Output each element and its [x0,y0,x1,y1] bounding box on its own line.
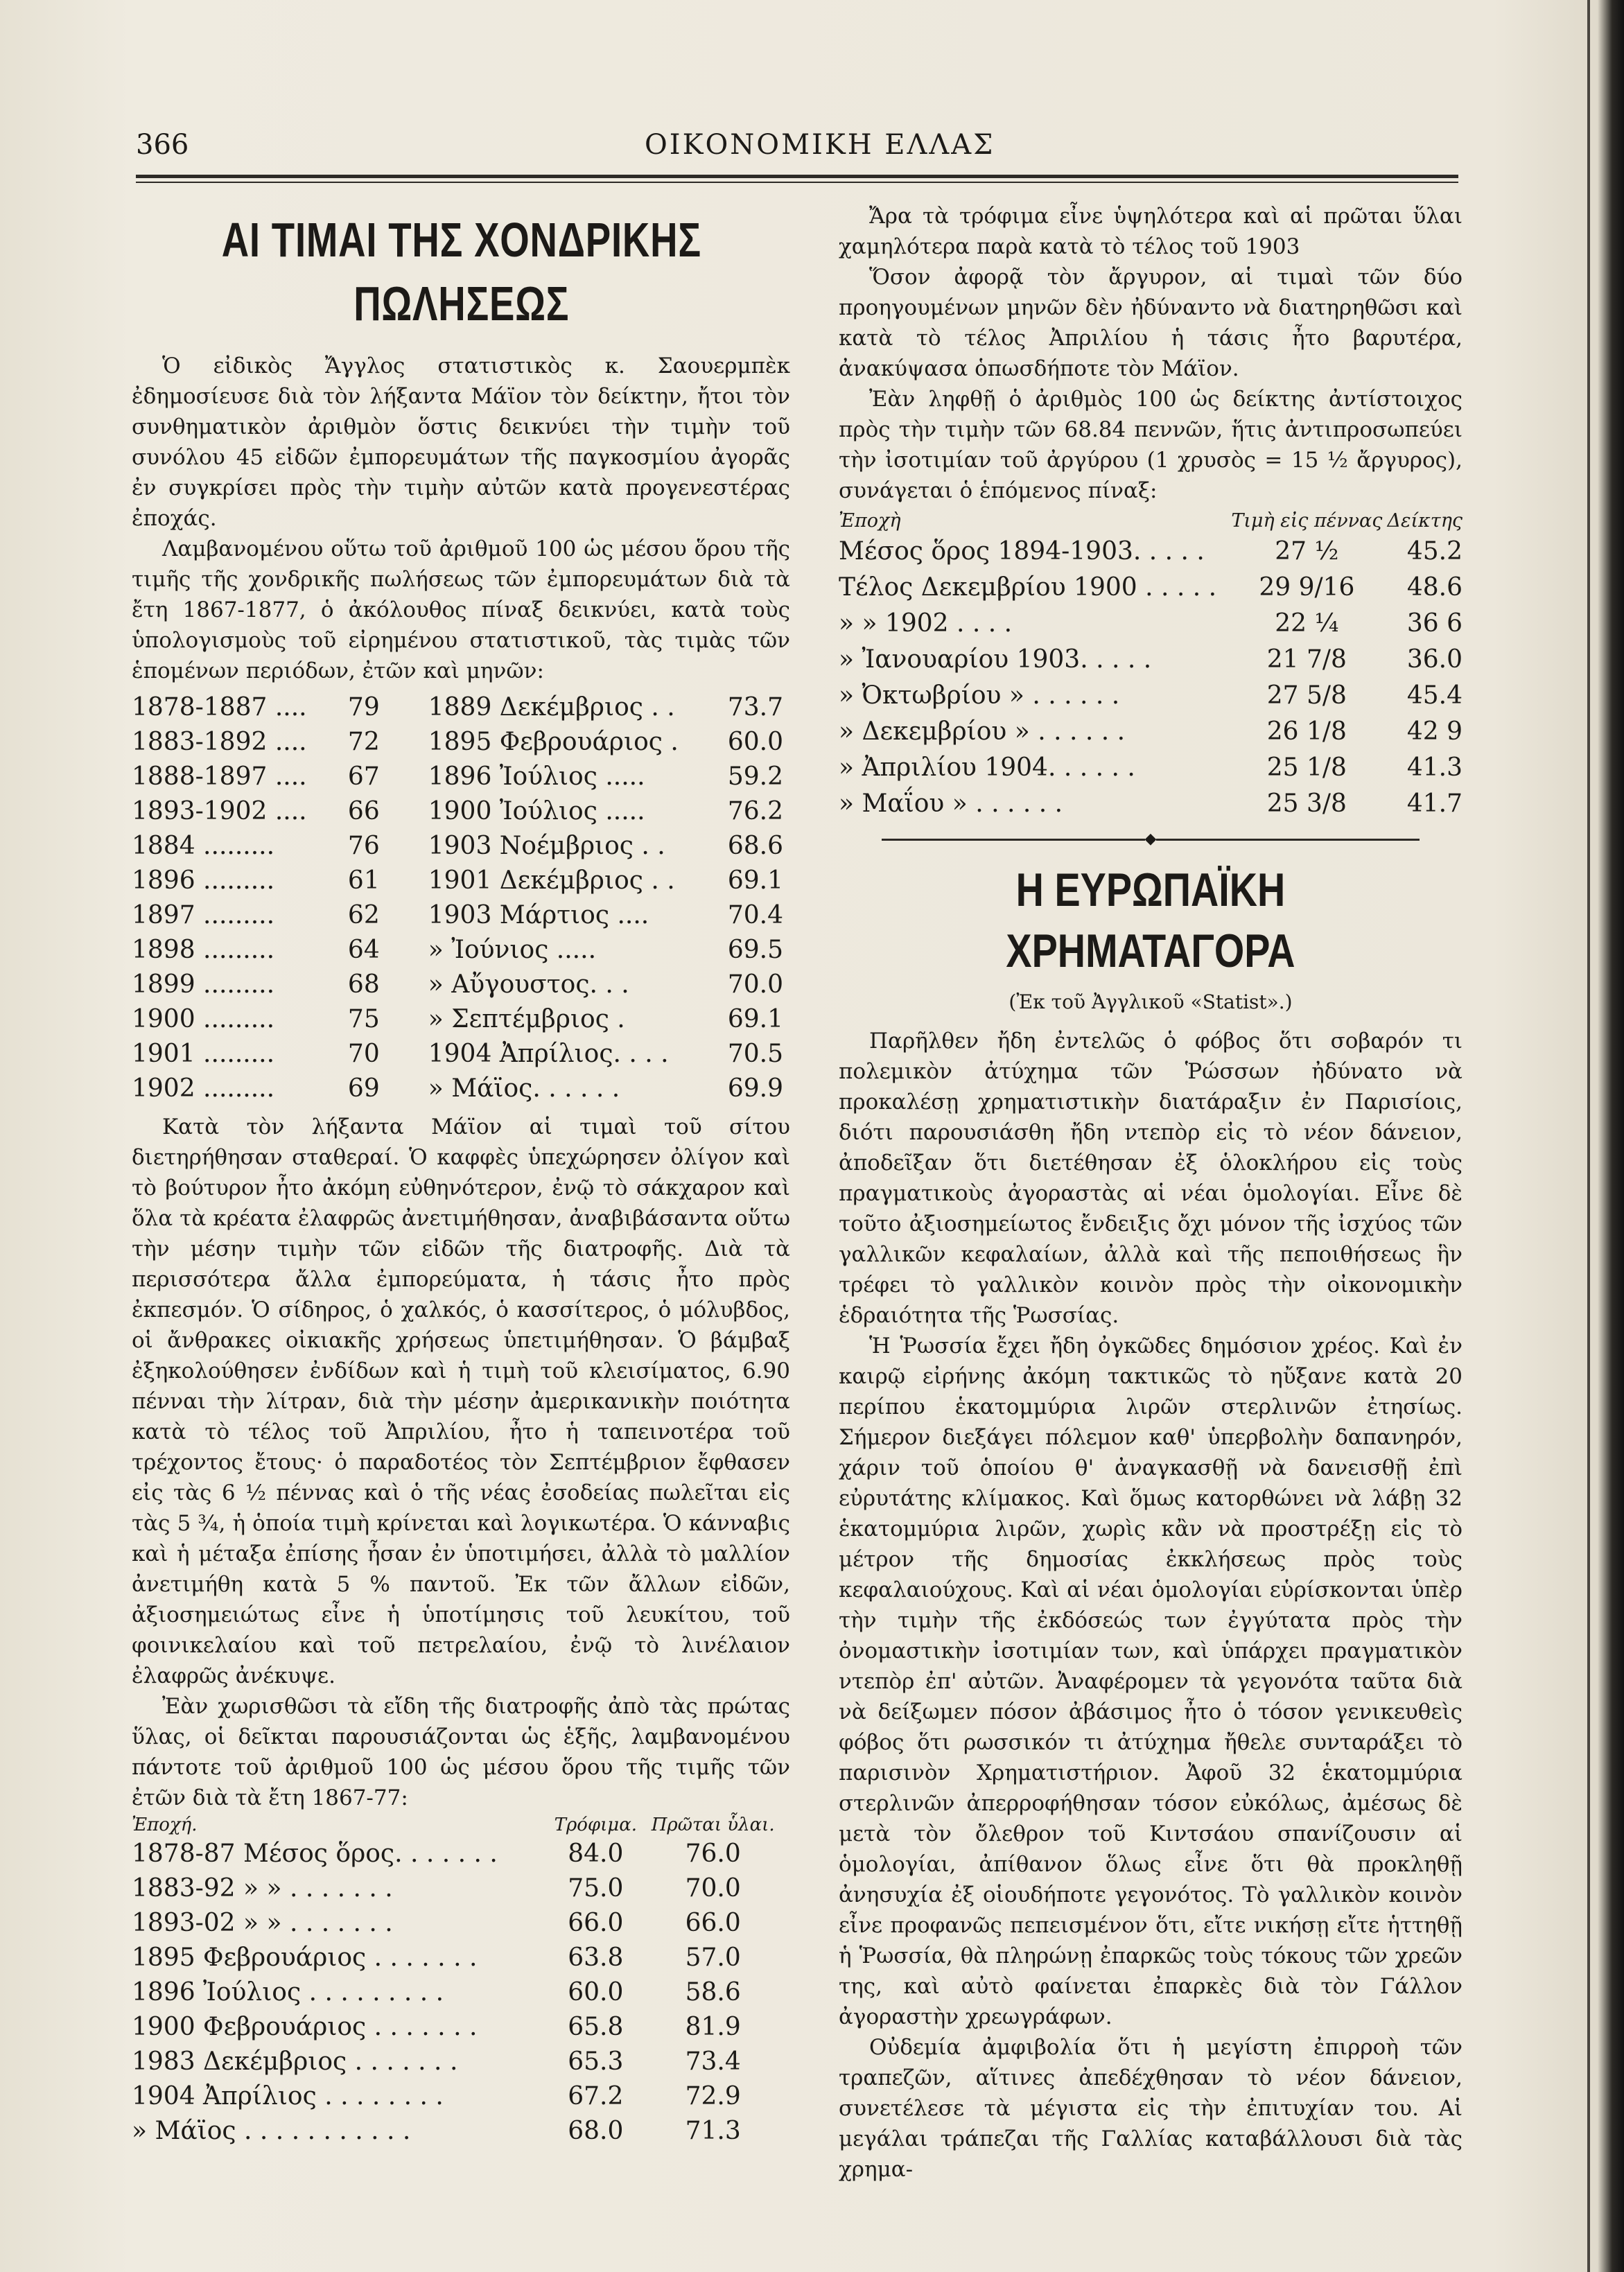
table-cell: 69 [347,1074,380,1103]
table-cell: 1904 Ἀπρίλιος . . . . . . . . [132,2082,444,2111]
table-cell: 21 7/8 [1266,645,1347,674]
table-cell: 67 [347,762,380,791]
table-cell: 1901 Δεκέμβριος . . [428,866,675,895]
table-row [132,760,783,794]
table-row [132,2079,783,2114]
table-row [839,714,1463,750]
table-cell: 68.6 [727,832,783,860]
table-cell: 60.0 [568,1978,624,2007]
article-title: ΑΙ ΤΙΜΑΙ ΤΗΣ ΧΟΝΔΡΙΚΗΣ ΠΩΛΗΣΕΩΣ [221,213,701,331]
article-title: Η ΕΥΡΩΠΑΪΚΗ ΧΡΗΜΑΤΑΓΟΡΑ [1006,864,1295,977]
table-cell: 81.9 [685,2013,741,2041]
table-row [132,1975,783,2010]
table-row [132,794,783,829]
table-row [132,968,783,1002]
table-row [839,786,1463,822]
table-cell: 1878-1887 .... [132,693,307,722]
left-column [132,201,790,2149]
table-cell: » Δεκεμβρίου » . . . . . . [839,717,1126,746]
table-cell: 66.0 [685,1909,741,1937]
table-cell: 60.0 [727,728,783,756]
table-cell: 42 9 [1406,717,1463,746]
table-row [132,2045,783,2079]
table-cell: 75 [347,1005,380,1033]
paragraph: Ὅσον ἀφορᾷ τὸν ἄργυρον, αἱ τιμαὶ τῶν δύο προηγουμένων μηνῶν δὲν ἠδύναντο νὰ διατηρηθῶσι καὶ κατὰ τὸ τέλος Ἀπριλίου ἡ τάσις ἦτο βαρυτέρα, ἀνακύψασα ὁπωσδήποτε τὸν Μάϊον. [839,265,1463,381]
table-row [839,642,1463,678]
paragraph: Ὁ εἰδικὸς Ἄγγλος στατιστικὸς κ. Σαουερμπὲκ ἐδημοσίευσε διὰ τὸν λήξαντα Μάϊον τὸν δείκτην, ἤτοι τὸν συνθηματικὸν ἀριθμὸν ὅστις δεικνύει τὴν τιμὴν τοῦ συνόλου 45 εἰδῶν ἐμπορευμάτων τῆς παγκοσμίου ἀγορᾶς ἐν συγκρίσει πρὸς τὴν τιμὴν αὐτῶν κατὰ προγενεστέρας ἐποχάς. [132,353,790,531]
table-cell: 72 [347,728,380,756]
table-row [839,606,1463,642]
table-cell: 1901 ......... [132,1040,275,1068]
table-cell: 61 [347,866,380,895]
table-cell: 68.0 [568,2117,624,2145]
table-cell: 1983 Δεκέμβριος . . . . . . . [132,2047,458,2076]
paragraph: Ἄρα τὰ τρόφιμα εἶνε ὑψηλότερα καὶ αἱ πρῶται ὕλαι χαμηλότερα παρὰ κατὰ τὸ τέλος τοῦ 1903 [839,204,1463,259]
table-cell: 1899 ......... [132,970,275,999]
right-column [839,201,1463,2185]
table-cell: 1896 Ἰούλιος . . . . . . . . . [132,1978,444,2007]
table-cell: 1888-1897 .... [132,762,307,791]
table-cell: Τέλος Δεκεμβρίου 1900 . . . . . [839,573,1217,602]
table-row [132,1906,783,1941]
table-header: Τιμὴ εἰς πέννας [1231,510,1383,532]
table-cell: Μέσος ὅρος 1894-1903. . . . . [839,537,1205,566]
table-row [839,570,1463,606]
page-edge-shadow [1598,0,1624,2272]
table-cell: 62 [347,901,380,929]
header-rule [136,175,1458,178]
table-cell: 25 1/8 [1266,753,1347,782]
table-cell: 1898 ......... [132,936,275,964]
table-cell: 27 ½ [1275,537,1339,566]
table-cell: 63.8 [568,1943,624,1972]
page-number: 366 [136,129,189,161]
table-cell: 36 6 [1406,609,1463,638]
table-cell: 1904 Ἀπρίλιος. . . . [428,1040,669,1068]
table-cell: 58.6 [685,1978,741,2007]
table-header: Ἐποχὴ [839,510,901,532]
table-cell: 76 [347,832,380,860]
table-cell: 1883-1892 .... [132,728,307,756]
table-cell: 36.0 [1406,645,1463,674]
table-row [132,2010,783,2045]
table-cell: 1896 Ἰούλιος ..... [428,762,645,791]
table-cell: » Ὀκτωβρίου » . . . . . . [839,681,1120,710]
table-cell: 69.9 [727,1074,783,1103]
table-cell: » Αὔγουστος. . . [428,970,629,999]
table-cell: 70 [347,1040,380,1068]
table-row [132,725,783,760]
page-edge-line [1587,0,1590,2272]
table-cell: » Μάϊος . . . . . . . . . . . [132,2117,411,2145]
table-cell: 1893-1902 .... [132,797,307,825]
table-cell: 1903 Μάρτιος .... [428,901,649,929]
table-cell: 66.0 [568,1909,624,1937]
table-row [132,1871,783,1906]
table-cell: 69.1 [727,866,783,895]
table-cell: 70.0 [727,970,783,999]
table-cell: 71.3 [685,2117,741,2145]
table-header: Δείκτης [1387,510,1463,532]
table-cell: 68 [347,970,380,999]
table-cell: 75.0 [568,1874,624,1903]
paragraph: Κατὰ τὸν λήξαντα Μάϊον αἱ τιμαὶ τοῦ σίτου διετηρήθησαν σταθεραί. Ὁ καφφὲς ὑπεχώρησεν ὀλίγον καὶ τὸ βούτυρον ἦτο ἀκόμη εὐθηνότερον, ἐνῷ τὸ σάκχαρον καὶ ὅλα τὰ κρέατα ἐλαφρῶς ἀνετιμήθησαν, ἀναβιβάσαντα οὕτω τὴν μέσην τιμὴν τῶν εἰδῶν τῆς διατροφῆς. Διὰ τὰ περισσότερα ἄλλα ἐμπορεύματα, ἡ τάσις ἦτο πρὸς ἐκπεσμόν. Ὁ σίδηρος, ὁ χαλκός, ὁ κασσίτερος, ὁ μόλυβδος, οἱ ἄνθρακες οἰκιακῆς χρήσεως ὑπετιμήθησαν. Ὁ βάμβαξ ἐξηκολούθησεν ἐνδίδων καὶ ἡ τιμὴ τοῦ κλεισίματος, 6.90 πένναι τὴν λίτραν, διὰ τὴν μέσην ἀμερικανικὴν ποιότητα κατὰ τὸ τέλος τοῦ Ἀπριλίου, ἦτο ἡ ταπεινοτέρα τοῦ τρέχοντος ἔτους· ὁ παραδοτέος τὸν Σεπτέμβριον ἔφθασεν εἰς τὰς 6 ½ πέννας καὶ ὁ τῆς νέας ἐσοδείας πωλεῖται εἰς τὰς 5 ¾, ἡ ὁποία τιμὴ κρίνεται καὶ λογικωτέρα. Ὁ κάνναβις καὶ ἡ μέταξα ἐπίσης ἦσαν ἐν ὑποτιμήσει, ἀλλὰ τὸ μαλλίον ἀνετιμήθη κατὰ 5 % παντοῦ. Ἐκ τῶν ἄλλων εἰδῶν, ἀξιοσημειώτως εἶνε ἡ ὑποτίμησις τοῦ λευκίτου, τοῦ φοινικελαίου καὶ τοῦ πετρελαίου, ἐνῷ τὸ λινέλαιον ἐλαφρῶς ἀνέκυψε. [132,1115,790,1688]
table-cell: 66 [347,797,380,825]
table-cell: 69.5 [727,936,783,964]
table-header: Πρῶται ὗλαι. [651,1815,775,1835]
table-cell: 41.7 [1406,789,1463,818]
table-cell: 26 1/8 [1266,717,1347,746]
food-materials-table [132,1813,783,2149]
table-cell: 67.2 [568,2082,624,2111]
paragraph: Ἡ Ῥωσσία ἔχει ἤδη ὀγκῶδες δημόσιον χρέος. Καὶ ἐν καιρῷ εἰρήνης ἀκόμη τακτικῶς τὸ ηὔξανε κατὰ 20 περίπου ἑκατομμύρια λιρῶν στερλινῶν ἐτησίως. Σήμερον διεξάγει πόλεμον καθ' ὑπερβολὴν δαπανηρόν, χάριν τοῦ ὁποίου θ' ἀναγκασθῇ νὰ δανεισθῇ ἐπὶ εὐρυτάτης κλίμακος. Καὶ ὅμως κατορθώνει νὰ λάβῃ 32 ἑκατομμύρια λιρῶν, χωρὶς κἂν νὰ προστρέξῃ εἰς τὸ μέτρον τῆς δημοσίας ἐκκλήσεως πρὸς τοὺς κεφαλαιούχους. Καὶ αἱ νέαι ὁμολογίαι εὑρίσκονται ὑπὲρ τὴν τιμὴν τῆς ἐκδόσεώς των ἐγγύτατα πρὸς τὴν ὀνομαστικὴν ἰσοτιμίαν των, καὶ ὑπάρχει πραγματικὸν ντεπὸρ ἐπ' αὐτῶν. Ἀναφέρομεν τὰ γεγονότα ταῦτα διὰ νὰ δείξωμεν πόσον ἀβάσιμος ἦτο ὁ τόσον γενικευθεὶς φόβος ὅτι ρωσσικόν τι ἀτύχημα ἤθελε συνταράξει τὸ παρισινὸν Χρηματιστήριον. Ἀφοῦ 32 ἑκατομμύρια στερλινῶν ἀπερροφήθησαν τόσον εὐκόλως, ἀμέσως δὲ μετὰ τὸν ὄλεθρον τοῦ Κιντσάου σπανίζουσιν αἱ ὁμολογίαι, ἀπίθανον ὅλως εἶνε ὅτι θὰ προκληθῇ ἀνησυχία ἐξ οἱουδήποτε γεγονότος. Τὸ γαλλικὸν κοινὸν εἶνε προφανῶς πεπεισμένον ὅτι, εἴτε νικήσῃ εἴτε ἡττηθῇ ἡ Ῥωσσία, θὰ πληρώνῃ ἐπαρκῶς τοὺς τόκους τῶν χρεῶν της, καὶ αὐτὸ φαίνεται ἐπαρκὲς διὰ τὸν Γάλλον ἀγοραστὴν χρεωγράφων. [839,1334,1463,2029]
table-cell: 1895 Φεβρουάριος . . . . . . . [132,1943,478,1972]
table-row [132,2114,783,2149]
table-cell: » Ἰούνιος ..... [428,936,597,964]
table-row [132,1037,783,1072]
table-cell: 70.0 [685,1874,741,1903]
table-cell: 1900 ......... [132,1005,275,1033]
table-cell: 57.0 [685,1943,741,1972]
table-row [839,534,1463,570]
table-cell: 41.3 [1406,753,1463,782]
table-cell: 1895 Φεβρουάριος . [428,728,679,756]
table-cell: 1893-02 » » . . . . . . . [132,1909,393,1937]
table-row [132,864,783,898]
header-rule-thin [136,182,1458,183]
table-cell: 1896 ......... [132,866,275,895]
table-cell: 73.7 [727,693,783,722]
table-cell: 27 5/8 [1266,681,1347,710]
silver-price-table [839,509,1463,822]
paragraph: Ἐὰν ληφθῇ ὁ ἀριθμὸς 100 ὡς δείκτης ἀντίστοιχος πρὸς τὴν τιμὴν τῶν 68.84 πεννῶν, ἥτις ἀντιπροσωπεύει τὴν ἰσοτιμίαν τοῦ ἀργύρου (1 χρυσὸς = 15 ½ ἄργυρος), συνάγεται ὁ ἑπόμενος πίναξ: [839,387,1463,503]
table-cell: 22 ¼ [1275,609,1339,638]
table-cell: 1900 Φεβρουάριος . . . . . . . [132,2013,478,2041]
table-row [132,933,783,968]
table-cell: 70.5 [727,1040,783,1068]
table-row [132,898,783,933]
table-cell: 29 9/16 [1259,573,1355,602]
table-row [132,690,783,725]
paragraph: Παρῆλθεν ἤδη ἐντελῶς ὁ φόβος ὅτι σοβαρόν τι πολεμικὸν ἀτύχημα τῶν Ῥώσσων ἠδύνατο νὰ προκαλέσῃ χρηματιστικὴν διατάραξιν ἐν Παρισίοις, διότι παρουσιάσθη ἤδη ντεπὸρ εἰς τὸ νέον δάνειον, ἀποδεῖξαν ὅτι διετέθησαν ἐξ ὁλοκλήρου εἰς τοὺς πραγματικοὺς ἀγοραστὰς αἱ νέαι ὁμολογίαι. Εἶνε δὲ τοῦτο ἀξιοσημείωτος ἔνδειξις ὄχι μόνον τῆς ἰσχύος τῶν γαλλικῶν κεφαλαίων, ἀλλὰ καὶ τῆς πεποιθήσεως ἣν τρέφει τὸ γαλλικὸν κοινὸν πρὸς τὴν οἰκονομικὴν ἑδραιότητα τῆς Ῥωσσίας. [839,1029,1463,1328]
table-row [839,678,1463,714]
table-row [132,829,783,864]
table-cell: 48.6 [1406,573,1463,602]
table-cell: 1889 Δεκέμβριος . . [428,693,675,722]
table-row [132,1002,783,1037]
table-cell: 1900 Ἰούλιος ..... [428,797,645,825]
table-row [132,1941,783,1975]
table-header: Ἐποχή. [132,1815,198,1835]
table-cell: 1878-87 Μέσος ὅρος. . . . . . . [132,1840,498,1868]
table-cell: 1903 Νοέμβριος . . [428,832,665,860]
paragraph: Ἐὰν χωρισθῶσι τὰ εἴδη τῆς διατροφῆς ἀπὸ τὰς πρώτας ὕλας, οἱ δεῖκται παρουσιάζονται ὡς ἑξῆς, λαμβανομένου πάντοτε τοῦ ἀριθμοῦ 100 ὡς μέσου ὅρου τῆς τιμῆς τῶν ἐτῶν διὰ τὰ ἔτη 1867-77: [132,1694,790,1810]
table-cell: 1897 ......... [132,901,275,929]
journal-title: ΟΙΚΟΝΟΜΙΚΗ ΕΛΛΑΣ [645,129,995,161]
table-cell: 1902 ......... [132,1074,275,1103]
table-cell: 64 [347,936,380,964]
table-row [132,1837,783,1871]
section-divider: ◆ [839,832,1463,847]
table-cell: » Σεπτέμβριος . [428,1005,625,1033]
table-row [839,750,1463,786]
table-cell: 70.4 [727,901,783,929]
paragraph: Οὐδεμία ἀμφιβολία ὅτι ἡ μεγίστη ἐπιρροὴ τῶν τραπεζῶν, αἵτινες ἀπεδέχθησαν τὸ νέον δάνειον, συνετέλεσε τὰ μέγιστα εἰς τὴν ἐπιτυχίαν του. Αἱ μεγάλαι τράπεζαι τῆς Γαλλίας καταβάλλουσι διὰ τὰς χρημα- [839,2035,1463,2182]
table-cell: 1883-92 » » . . . . . . . [132,1874,393,1903]
table-cell: 69.1 [727,1005,783,1033]
table-cell: 45.4 [1406,681,1463,710]
table-cell: 84.0 [568,1840,624,1868]
table-cell: 25 3/8 [1266,789,1347,818]
table-header: Τρόφιμα. [554,1815,638,1835]
table-cell: 76.2 [727,797,783,825]
table-cell: 1884 ......... [132,832,275,860]
table-cell: 45.2 [1406,537,1463,566]
table-cell: » Μάϊος. . . . . . [428,1074,620,1103]
table-cell: 72.9 [685,2082,741,2111]
table-cell: » Ἰανουαρίου 1903. . . . . [839,645,1152,674]
table-cell: 73.4 [685,2047,741,2076]
price-index-table [132,690,783,1106]
table-cell: » Μαΐου » . . . . . . [839,789,1063,818]
table-cell: 76.0 [685,1840,741,1868]
table-cell: 65.8 [568,2013,624,2041]
table-row [132,1072,783,1106]
table-cell: 59.2 [727,762,783,791]
table-cell: » » 1902 . . . . [839,609,1013,638]
paragraph: Λαμβανομένου οὕτω τοῦ ἀριθμοῦ 100 ὡς μέσου ὅρου τῆς τιμῆς τῆς χονδρικῆς πωλήσεως τῶν ἐμπορευμάτων διὰ τὰ ἔτη 1867-1877, ὁ ἀκόλουθος πίναξ δεικνύει, κατὰ τοὺς ὑπολογισμοὺς τοῦ εἰρημένου στατιστικοῦ, τὰς τιμὰς τῶν ἑπομένων περιόδων, ἐτῶν καὶ μηνῶν: [132,536,790,683]
article-source: (Ἐκ τοῦ Ἀγγλικοῦ «Statist».) [1009,990,1293,1013]
table-cell: » Ἀπριλίου 1904. . . . . . [839,753,1135,782]
table-cell: 79 [347,693,380,722]
table-cell: 65.3 [568,2047,624,2076]
